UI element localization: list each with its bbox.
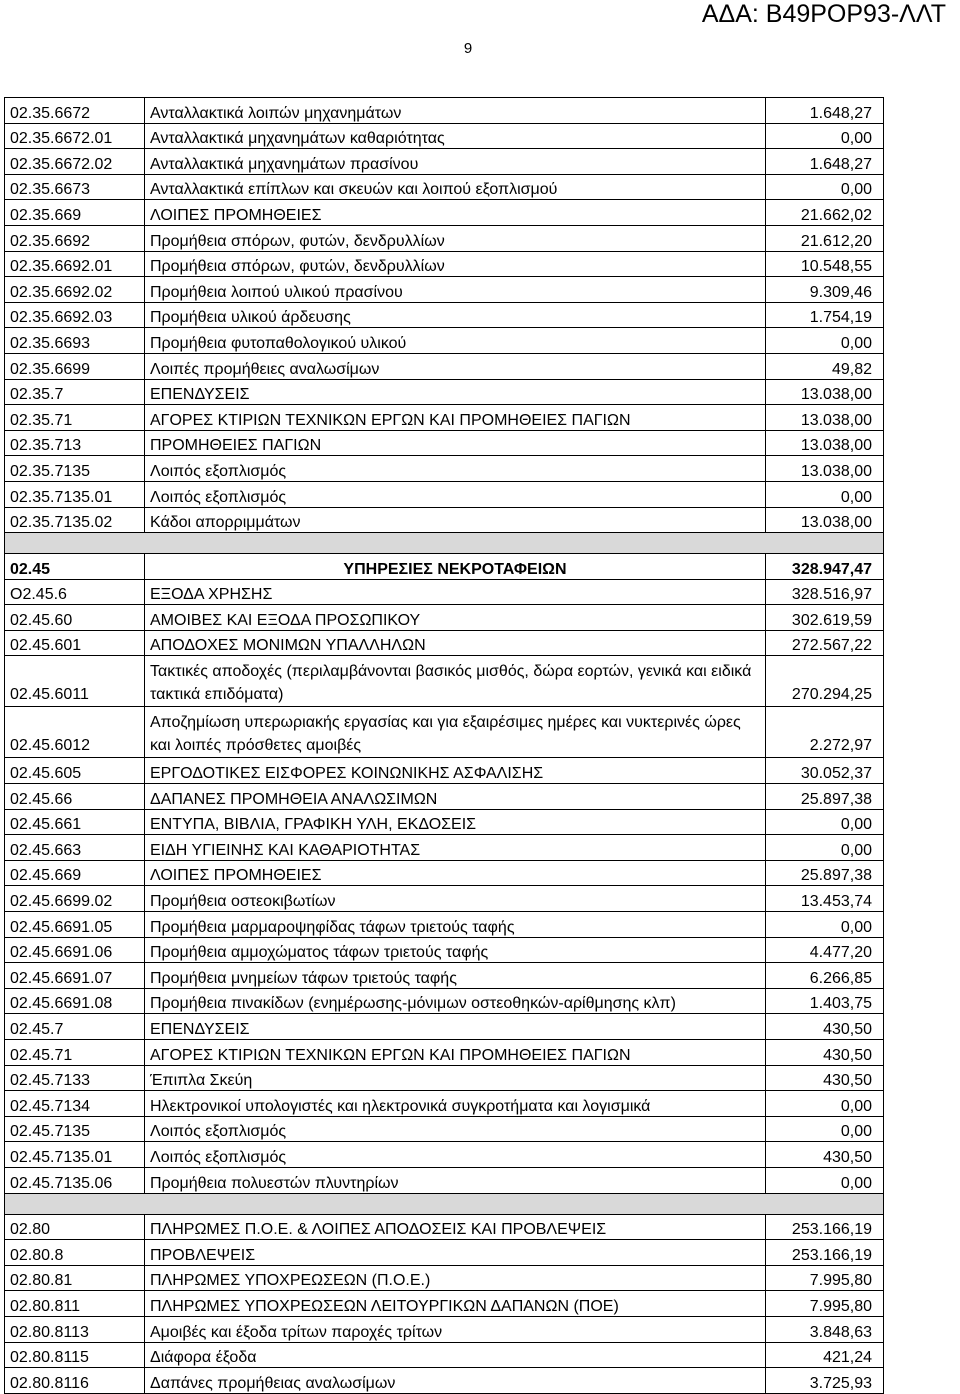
table-row [5,1342,884,1368]
account-code: 02.45.6691.08 [5,988,145,1014]
table-row [5,353,884,379]
account-code: 02.45.7135 [5,1116,145,1142]
section-header-row [5,554,884,580]
table-row [5,328,884,354]
account-code: 02.45.605 [5,758,145,784]
amount: 30.052,37 [766,758,884,784]
amount: 0,00 [766,912,884,938]
table-row [5,379,884,405]
account-description: Ανταλλακτικά μηχανημάτων πρασίνου [145,149,766,175]
account-description: Δαπάνες προμήθειας αναλωσίμων [145,1368,766,1394]
table-row [5,251,884,277]
account-description: ΕΠΕΝΔΥΣΕΙΣ [145,1014,766,1040]
ada-code: ΑΔΑ: Β49ΡΟΡ93-ΛΛΤ [701,0,946,28]
amount: 2.272,97 [766,707,884,758]
account-code: 02.35.669 [5,200,145,226]
account-description: ΕΠΕΝΔΥΣΕΙΣ [145,379,766,405]
account-description: Προμήθεια αμμοχώματος τάφων τριετούς ταφής [145,937,766,963]
separator-row [5,533,884,554]
account-code: 02.35.7 [5,379,145,405]
account-description: Λοιπός εξοπλισμός [145,481,766,507]
table-row [5,1265,884,1291]
amount: 7.995,80 [766,1265,884,1291]
amount: 430,50 [766,1014,884,1040]
table-row [5,912,884,938]
account-description: ΑΓΟΡΕΣ ΚΤΙΡΙΩΝ ΤΕΧΝΙΚΩΝ ΕΡΓΩΝ ΚΑΙ ΠΡΟΜΗΘΕΙΕΣ ΠΑΓΙΩΝ [145,1040,766,1066]
account-code: 02.45.601 [5,630,145,656]
page-number: 9 [463,40,473,57]
amount: 1.648,27 [766,149,884,175]
account-code: 02.45.60 [5,605,145,631]
amount: 302.619,59 [766,605,884,631]
account-description: Προμήθεια οστεοκιβωτίων [145,886,766,912]
amount: 13.038,00 [766,456,884,482]
table-row [5,277,884,303]
amount: 6.266,85 [766,963,884,989]
account-code: 02.45.663 [5,835,145,861]
account-code: 02.80.8 [5,1240,145,1266]
table-row [5,605,884,631]
amount: 13.038,00 [766,430,884,456]
account-description: ΛΟΙΠΕΣ ΠΡΟΜΗΘΕΙΕΣ [145,860,766,886]
amount: 270.294,25 [766,656,884,707]
account-description: Έπιπλα Σκεύη [145,1065,766,1091]
amount: 0,00 [766,1116,884,1142]
account-code: 02.80.811 [5,1291,145,1317]
table-row [5,886,884,912]
table-row [5,988,884,1014]
amount: 1.754,19 [766,302,884,328]
account-code: 02.35.7135.01 [5,481,145,507]
amount: 0,00 [766,1091,884,1117]
amount: 0,00 [766,1167,884,1193]
account-code: 02.45.6691.07 [5,963,145,989]
table-row [5,98,884,124]
account-description: Προμήθεια υλικού άρδευσης [145,302,766,328]
separator-cell [5,1193,884,1214]
account-description: Αποζημίωση υπερωριακής εργασίας και για εξαιρέσιμες ημέρες και νυκτερινές ώρες και λοιπές πρόσθετες αμοιβές [145,707,766,758]
amount: 253.166,19 [766,1240,884,1266]
account-description: ΛΟΙΠΕΣ ΠΡΟΜΗΘΕΙΕΣ [145,200,766,226]
account-code: 02.45.7 [5,1014,145,1040]
account-code: 02.45.71 [5,1040,145,1066]
account-description: Προμήθεια φυτοπαθολογικού υλικού [145,328,766,354]
table-row [5,1214,884,1240]
account-code: 02.80.8113 [5,1316,145,1342]
account-code: 02.35.6692.01 [5,251,145,277]
account-code: 02.35.71 [5,405,145,431]
account-code: 02.45 [5,554,145,580]
amount: 0,00 [766,481,884,507]
table-row [5,1014,884,1040]
account-description: Ηλεκτρονικοί υπολογιστές και ηλεκτρονικά συγκροτήματα και λογισμικά [145,1091,766,1117]
table-row [5,174,884,200]
account-code: 02.35.6672 [5,98,145,124]
account-description: ΔΑΠΑΝΕΣ ΠΡΟΜΗΘΕΙΑ ΑΝΑΛΩΣΙΜΩΝ [145,784,766,810]
amount: 25.897,38 [766,784,884,810]
table-row [5,1040,884,1066]
table-row [5,123,884,149]
table-row [5,809,884,835]
amount: 0,00 [766,123,884,149]
account-description: ΕΝΤΥΠΑ, ΒΙΒΛΙΑ, ΓΡΑΦΙΚΗ ΥΛΗ, ΕΚΔΟΣΕΙΣ [145,809,766,835]
amount: 9.309,46 [766,277,884,303]
amount: 1.403,75 [766,988,884,1014]
account-description: Διάφορα έξοδα [145,1342,766,1368]
account-description: ΠΛΗΡΩΜΕΣ ΥΠΟΧΡΕΩΣΕΩΝ ΛΕΙΤΟΥΡΓΙΚΩΝ ΔΑΠΑΝΩΝ (ΠΟΕ) [145,1291,766,1317]
table-row [5,656,884,707]
account-code: 02.45.6699.02 [5,886,145,912]
account-description: Κάδοι απορριμμάτων [145,507,766,533]
amount: 272.567,22 [766,630,884,656]
account-code: 02.35.7135 [5,456,145,482]
account-description: Λοιπός εξοπλισμός [145,1116,766,1142]
amount: 13.038,00 [766,507,884,533]
account-code: 02.45.6012 [5,707,145,758]
amount: 430,50 [766,1065,884,1091]
account-code: 02.45.7133 [5,1065,145,1091]
account-description: ΑΜΟΙΒΕΣ ΚΑΙ ΕΞΟΔΑ ΠΡΟΣΩΠΙΚΟΥ [145,605,766,631]
table-row [5,481,884,507]
table-row [5,430,884,456]
table-row [5,630,884,656]
amount: 3.725,93 [766,1368,884,1394]
amount: 13.453,74 [766,886,884,912]
account-description: Προμήθεια μνημείων τάφων τριετούς ταφής [145,963,766,989]
account-code: 02.45.66 [5,784,145,810]
account-code: 02.45.6011 [5,656,145,707]
account-description: ΠΛΗΡΩΜΕΣ Π.Ο.Ε. & ΛΟΙΠΕΣ ΑΠΟΔΟΣΕΙΣ ΚΑΙ ΠΡΟΒΛΕΨΕΙΣ [145,1214,766,1240]
table-row [5,149,884,175]
account-code: 02.35.6693 [5,328,145,354]
table-row [5,1316,884,1342]
account-description: Λοιπός εξοπλισμός [145,456,766,482]
amount: 421,24 [766,1342,884,1368]
amount: 0,00 [766,328,884,354]
account-code: 02.45.669 [5,860,145,886]
table-row [5,507,884,533]
separator-row [5,1193,884,1214]
amount: 0,00 [766,809,884,835]
account-code: 02.80.8116 [5,1368,145,1394]
account-code: O2.45.6 [5,579,145,605]
account-description: Ανταλλακτικά λοιπών μηχανημάτων [145,98,766,124]
account-code: 02.35.6699 [5,353,145,379]
table-row [5,1240,884,1266]
budget-table [4,97,884,1394]
amount: 430,50 [766,1142,884,1168]
account-code: 02.45.661 [5,809,145,835]
amount: 430,50 [766,1040,884,1066]
account-description: Προμήθεια μαρμαροψηφίδας τάφων τριετούς ταφής [145,912,766,938]
account-code: 02.35.6672.02 [5,149,145,175]
table-row [5,1368,884,1394]
table-row [5,835,884,861]
account-description: Λοιπός εξοπλισμός [145,1142,766,1168]
account-description: Αμοιβές και έξοδα τρίτων παροχές τρίτων [145,1316,766,1342]
amount: 253.166,19 [766,1214,884,1240]
amount: 21.662,02 [766,200,884,226]
account-description: ΕΡΓΟΔΟΤΙΚΕΣ ΕΙΣΦΟΡΕΣ ΚΟΙΝΩΝΙΚΗΣ ΑΣΦΑΛΙΣΗΣ [145,758,766,784]
amount: 1.648,27 [766,98,884,124]
table-row [5,707,884,758]
amount: 21.612,20 [766,225,884,251]
table-row [5,1142,884,1168]
amount: 25.897,38 [766,860,884,886]
account-code: 02.45.6691.05 [5,912,145,938]
account-description: ΑΠΟΔΟΧΕΣ ΜΟΝΙΜΩΝ ΥΠΑΛΛΗΛΩΝ [145,630,766,656]
account-description: Προμήθεια λοιπού υλικού πρασίνου [145,277,766,303]
account-code: 02.35.6692 [5,225,145,251]
account-description: ΕΙΔΗ ΥΓΙΕΙΝΗΣ ΚΑΙ ΚΑΘΑΡΙΟΤΗΤΑΣ [145,835,766,861]
account-description: ΕΞΟΔΑ ΧΡΗΣΗΣ [145,579,766,605]
amount: 328.947,47 [766,554,884,580]
table-row [5,1116,884,1142]
account-code: 02.80 [5,1214,145,1240]
account-description: Τακτικές αποδοχές (περιλαμβάνονται βασικός μισθός, δώρα εορτών, γενικά και ειδικά τακτικά επιδόματα) [145,656,766,707]
amount: 3.848,63 [766,1316,884,1342]
amount: 13.038,00 [766,379,884,405]
table-row [5,302,884,328]
amount: 10.548,55 [766,251,884,277]
account-code: 02.35.713 [5,430,145,456]
account-code: 02.35.6692.02 [5,277,145,303]
account-code: 02.45.7134 [5,1091,145,1117]
amount: 13.038,00 [766,405,884,431]
table-row [5,1091,884,1117]
account-description: ΥΠΗΡΕΣΙΕΣ ΝΕΚΡΟΤΑΦΕΙΩΝ [145,554,766,580]
amount: 4.477,20 [766,937,884,963]
table-row [5,860,884,886]
account-description: ΠΡΟΜΗΘΕΙΕΣ ΠΑΓΙΩΝ [145,430,766,456]
amount: 7.995,80 [766,1291,884,1317]
account-description: Προμήθεια σπόρων, φυτών, δενδρυλλίων [145,251,766,277]
table-row [5,579,884,605]
account-code: 02.35.6672.01 [5,123,145,149]
account-description: Προμήθεια πολυεστών πλυντηρίων [145,1167,766,1193]
account-description: Λοιπές προμήθειες αναλωσίμων [145,353,766,379]
table-row [5,456,884,482]
account-code: 02.80.81 [5,1265,145,1291]
table-row [5,225,884,251]
account-description: Ανταλλακτικά μηχανημάτων καθαριότητας [145,123,766,149]
account-code: 02.35.6692.03 [5,302,145,328]
account-description: ΠΡΟΒΛΕΨΕΙΣ [145,1240,766,1266]
separator-cell [5,533,884,554]
account-code: 02.35.7135.02 [5,507,145,533]
amount: 49,82 [766,353,884,379]
amount: 0,00 [766,835,884,861]
account-description: Προμήθεια σπόρων, φυτών, δενδρυλλίων [145,225,766,251]
account-description: Προμήθεια πινακίδων (ενημέρωσης-μόνιμων οστεοθηκών-αρίθμησης κλπ) [145,988,766,1014]
account-code: 02.45.7135.06 [5,1167,145,1193]
table-row [5,200,884,226]
account-description: Ανταλλακτικά επίπλων και σκευών και λοιπού εξοπλισμού [145,174,766,200]
account-description: ΠΛΗΡΩΜΕΣ ΥΠΟΧΡΕΩΣΕΩΝ (Π.Ο.Ε.) [145,1265,766,1291]
table-row [5,963,884,989]
table-row [5,405,884,431]
table-row [5,758,884,784]
table-row [5,937,884,963]
table-row [5,1291,884,1317]
account-code: 02.45.6691.06 [5,937,145,963]
account-code: 02.80.8115 [5,1342,145,1368]
table-row [5,1065,884,1091]
account-code: 02.45.7135.01 [5,1142,145,1168]
table-row [5,1167,884,1193]
amount: 0,00 [766,174,884,200]
amount: 328.516,97 [766,579,884,605]
account-description: ΑΓΟΡΕΣ ΚΤΙΡΙΩΝ ΤΕΧΝΙΚΩΝ ΕΡΓΩΝ ΚΑΙ ΠΡΟΜΗΘΕΙΕΣ ΠΑΓΙΩΝ [145,405,766,431]
table-row [5,784,884,810]
account-code: 02.35.6673 [5,174,145,200]
